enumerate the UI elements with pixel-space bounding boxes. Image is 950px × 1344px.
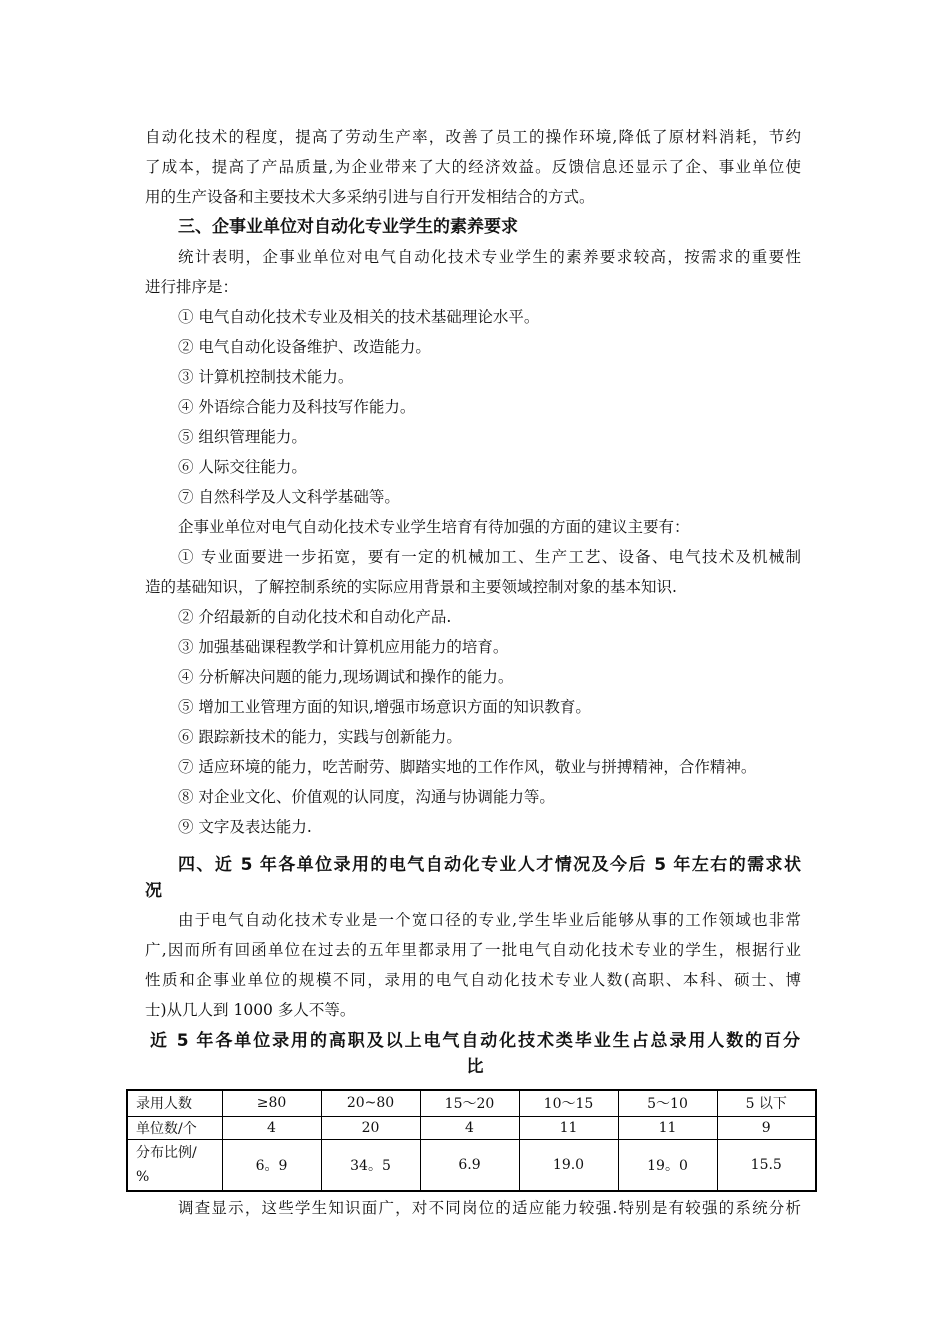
table-cell: 4: [222, 1116, 321, 1139]
table-cell: 4: [420, 1116, 519, 1139]
list-item-continuation: 造的基础知识，了解控制系统的实际应用背景和主要领域控制对象的基本知识.: [145, 578, 677, 596]
list-item: ④ 外语综合能力及科技写作能力。: [178, 398, 416, 416]
list-item: ⑤ 组织管理能力。: [178, 428, 307, 446]
list-item: ② 介绍最新的自动化技术和自动化产品.: [178, 608, 452, 626]
body-text-line: 统计表明，企事业单位对电气自动化技术专业学生的素养要求较高，按需求的重要性: [178, 248, 801, 266]
table-cell: 6。9: [222, 1139, 321, 1191]
table-header-row: [127, 1090, 816, 1116]
list-item: ⑥ 跟踪新技术的能力，实践与创新能力。: [178, 728, 462, 746]
column-header: 10～15: [519, 1090, 618, 1116]
hiring-distribution-table: [126, 1089, 817, 1192]
list-item: ① 专业面要进一步拓宽，要有一定的机械加工、生产工艺、设备、电气技术及机械制: [178, 548, 801, 566]
table-cell: 11: [618, 1116, 717, 1139]
table-cell: 19.0: [519, 1139, 618, 1191]
row-label: 录用人数: [127, 1090, 222, 1116]
body-text-line: 调查显示，这些学生知识面广，对不同岗位的适应能力较强.特别是有较强的系统分析: [178, 1199, 801, 1217]
body-text-line: 企事业单位对电气自动化技术专业学生培育有待加强的方面的建议主要有：: [178, 518, 690, 536]
list-item: ③ 加强基础课程教学和计算机应用能力的培育。: [178, 638, 509, 656]
column-header: ≥80: [222, 1090, 321, 1116]
list-item: ⑧ 对企业文化、价值观的认同度，沟通与协调能力等。: [178, 788, 555, 806]
section-3-heading: 三、企事业单位对自动化专业学生的素养要求: [178, 217, 518, 237]
table-cell: 34。5: [321, 1139, 420, 1191]
table-row: [127, 1139, 816, 1191]
body-text-line: 用的生产设备和主要技术大多采纳引进与自行开发相结合的方式。: [145, 188, 595, 206]
list-item: ⑥ 人际交往能力。: [178, 458, 307, 476]
row-label: 单位数/个: [127, 1116, 222, 1139]
column-header: 15～20: [420, 1090, 519, 1116]
table-cell: 19。0: [618, 1139, 717, 1191]
table-caption: 近 5 年各单位录用的高职及以上电气自动化技术类毕业生占总录用人数的百分: [150, 1031, 800, 1051]
column-header: 5 以下: [717, 1090, 816, 1116]
table-row: [127, 1116, 816, 1139]
list-item: ⑨ 文字及表达能力.: [178, 818, 312, 836]
list-item: ④ 分析解决问题的能力,现场调试和操作的能力。: [178, 668, 514, 686]
list-item: ⑦ 自然科学及人文科学基础等。: [178, 488, 400, 506]
body-text-line: 广,因而所有回函单位在过去的五年里都录用了一批电气自动化技术专业的学生，根据行业: [145, 941, 801, 959]
column-header: 5～10: [618, 1090, 717, 1116]
section-4-heading-continuation: 况: [145, 881, 162, 901]
body-text-line: 自动化技术的程度，提高了劳动生产率，改善了员工的操作环境,降低了原材料消耗，节约: [145, 128, 801, 146]
table-cell: 9: [717, 1116, 816, 1139]
body-text-line: 由于电气自动化技术专业是一个宽口径的专业,学生毕业后能够从事的工作领域也非常: [178, 911, 801, 929]
list-item: ⑤ 增加工业管理方面的知识,增强市场意识方面的知识教育。: [178, 698, 591, 716]
table-cell: 20: [321, 1116, 420, 1139]
body-text-line: 性质和企事业单位的规模不同，录用的电气自动化技术专业人数(高职、本科、硕士、博: [145, 971, 801, 989]
body-text-line: 进行排序是：: [145, 278, 239, 296]
list-item: ⑦ 适应环境的能力，吃苦耐劳、脚踏实地的工作作风，敬业与拼搏精神，合作精神。: [178, 758, 757, 776]
list-item: ① 电气自动化技术专业及相关的技术基础理论水平。: [178, 308, 540, 326]
table-cell: 11: [519, 1116, 618, 1139]
table-caption-continuation: 比: [466, 1057, 484, 1077]
body-text-line: 士)从几人到 1000 多人不等。: [145, 1001, 356, 1019]
section-4-heading: 四、近 5 年各单位录用的电气自动化专业人才情况及今后 5 年左右的需求状: [178, 855, 801, 875]
table-cell: 15.5: [717, 1139, 816, 1191]
list-item: ③ 计算机控制技术能力。: [178, 368, 354, 386]
table-cell: 6.9: [420, 1139, 519, 1191]
column-header: 20~80: [321, 1090, 420, 1116]
list-item: ② 电气自动化设备维护、改造能力。: [178, 338, 431, 356]
row-label: 分布比例/ %: [127, 1139, 222, 1191]
body-text-line: 了成本，提高了产品质量,为企业带来了大的经济效益。反馈信息还显示了企、事业单位使: [145, 158, 801, 176]
